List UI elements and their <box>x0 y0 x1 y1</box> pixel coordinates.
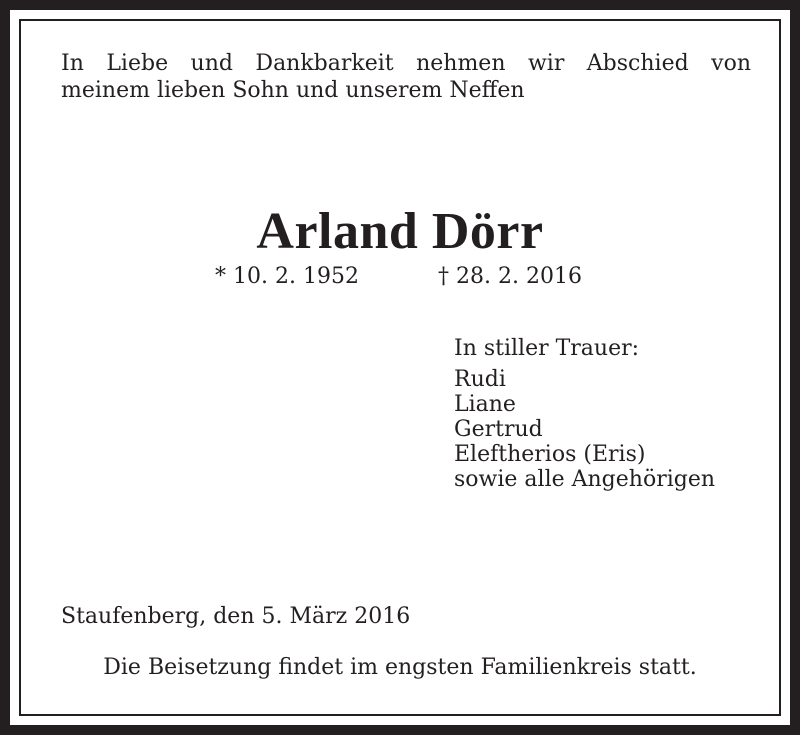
obituary-notice <box>10 10 790 725</box>
intro-line-2: meinem lieben Sohn und unserem Neffen <box>61 78 525 103</box>
intro-line-1: In Liebe und Dankbarkeit nehmen wir Abschied von <box>61 51 751 76</box>
mourner-item: sowie alle Angehörigen <box>454 467 716 492</box>
mourners-block <box>454 336 715 492</box>
mourner-item: Eleftherios (Eris) <box>454 442 646 467</box>
mourners-list <box>454 367 715 492</box>
mourner-item: Gertrud <box>454 417 543 442</box>
mourning-heading: In stiller Trauer: <box>454 336 640 361</box>
death-date: † 28. 2. 2016 <box>438 264 582 289</box>
birth-date: * 10. 2. 1952 <box>215 264 359 289</box>
funeral-note: Die Beisetzung findet im engsten Familienkreis statt. <box>103 655 697 680</box>
deceased-name: Arland Dörr <box>256 203 544 260</box>
place-and-date: Staufenberg, den 5. März 2016 <box>61 604 411 629</box>
mourner-item: Liane <box>454 392 516 417</box>
intro-text <box>61 50 751 104</box>
mourner-item: Rudi <box>454 367 506 392</box>
